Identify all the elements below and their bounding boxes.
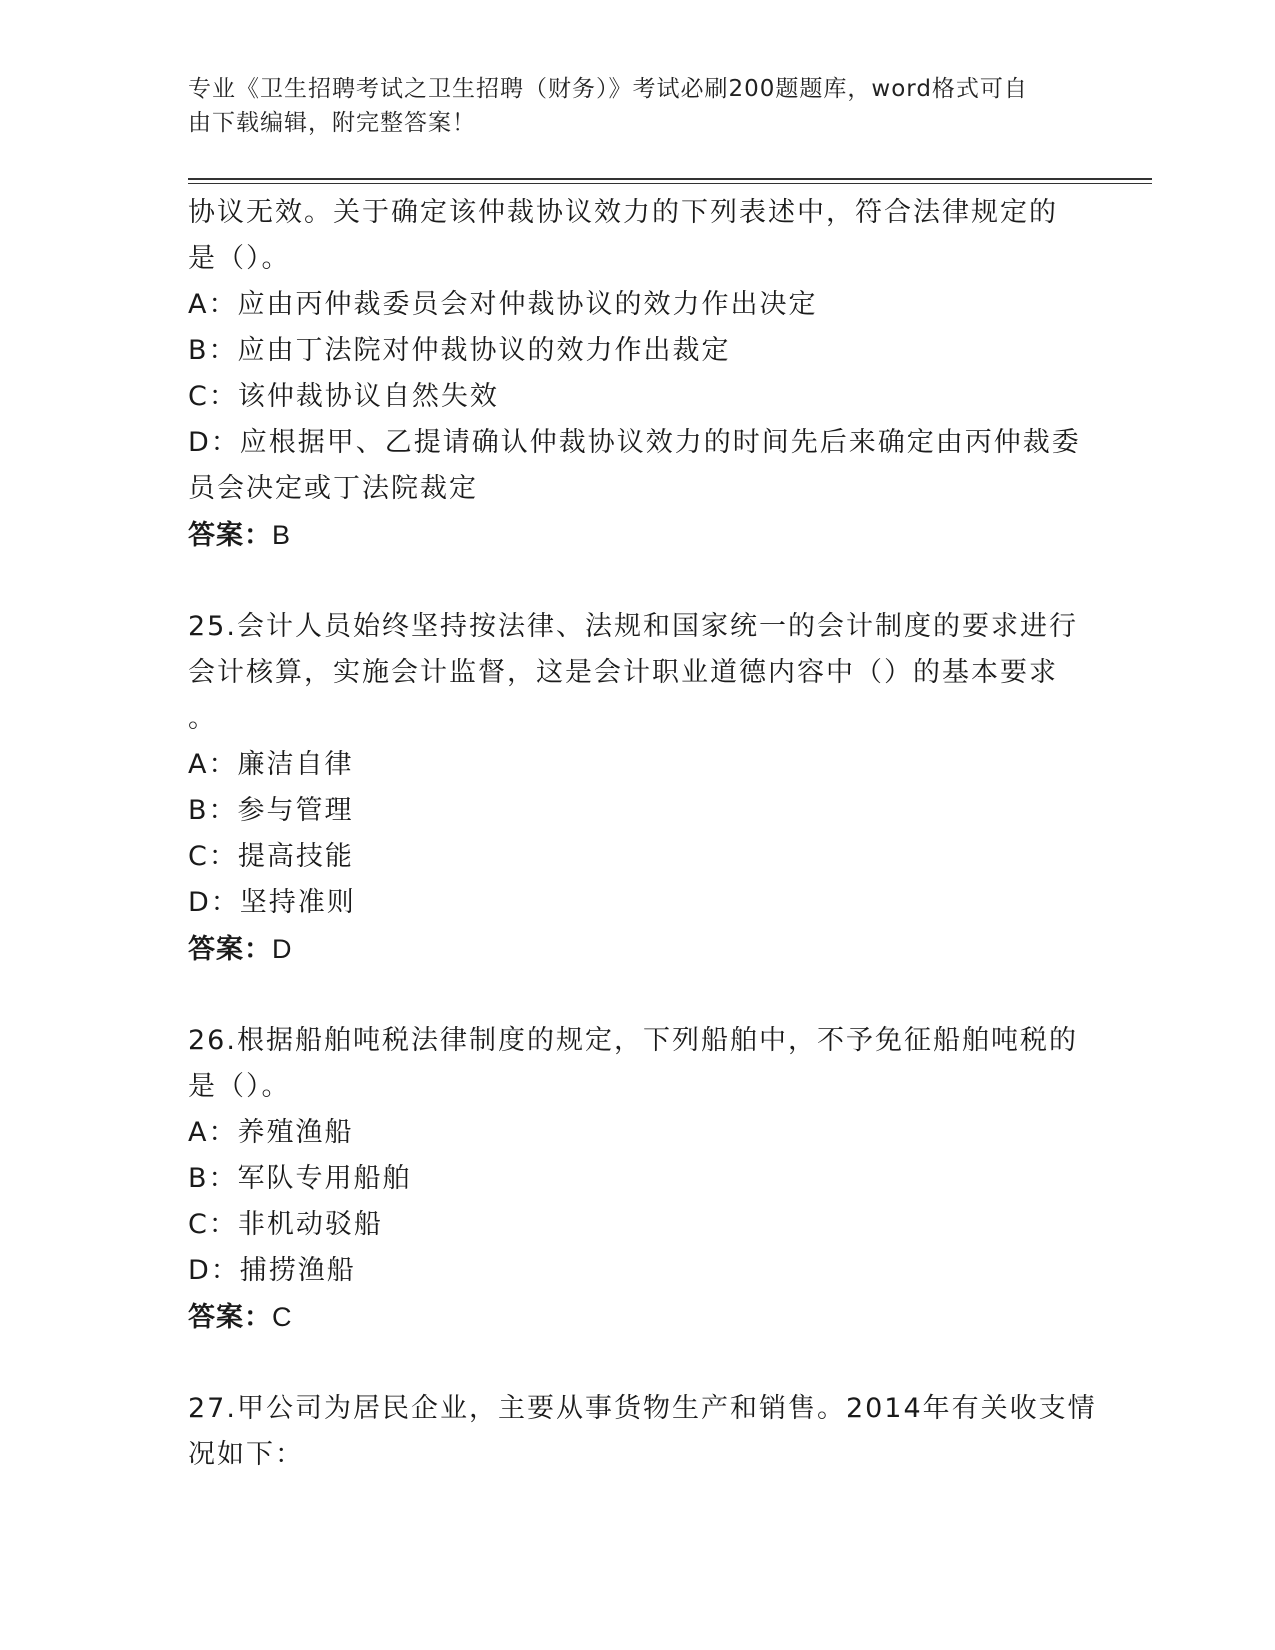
spacer — [188, 972, 1088, 1018]
option-d: D：坚持准则 — [188, 887, 356, 918]
spacer — [188, 558, 1088, 604]
question-stem-line: 协议无效。关于确定该仲裁协议效力的下列表述中，符合法律规定的 — [188, 197, 1058, 228]
question-stem-line: 会计核算，实施会计监督，这是会计职业道德内容中（）的基本要求 — [188, 657, 1058, 688]
header-title-line-1: 专业《卫生招聘考试之卫生招聘（财务）》考试必刷200题题库，word格式可自 — [188, 76, 1028, 102]
option-c: C：提高技能 — [188, 841, 354, 872]
header-title-line-2: 由下载编辑，附完整答案！ — [188, 110, 476, 136]
answer-value: C — [272, 1302, 293, 1332]
answer-line — [188, 512, 1088, 558]
option-a: A：养殖渔船 — [188, 1117, 354, 1148]
question-stem-line: 。 — [188, 703, 217, 734]
question-stem-line: 是（）。 — [188, 1071, 291, 1102]
option-a: A：应由丙仲裁委员会对仲裁协议的效力作出决定 — [188, 289, 818, 320]
option-b: B：军队专用船舶 — [188, 1163, 412, 1194]
answer-line — [188, 926, 1088, 972]
question-block-24 — [188, 190, 1088, 558]
option-d: D：应根据甲、乙提请确认仲裁协议效力的时间先后来确定由丙仲裁委 — [188, 427, 1081, 458]
answer-label: 答案： — [188, 520, 272, 550]
answer-value: D — [272, 934, 293, 964]
question-stem-line: 26.根据船舶吨税法律制度的规定，下列船舶中，不予免征船舶吨税的 — [188, 1025, 1078, 1056]
option-d: D：捕捞渔船 — [188, 1255, 356, 1286]
question-content — [188, 190, 1097, 1478]
option-b: B：参与管理 — [188, 795, 354, 826]
option-a: A：廉洁自律 — [188, 749, 354, 780]
answer-label: 答案： — [188, 934, 272, 964]
header-divider-thick — [188, 178, 1152, 180]
answer-label: 答案： — [188, 1302, 272, 1332]
option-c: C：该仲裁协议自然失效 — [188, 381, 499, 412]
header-divider-thin — [188, 183, 1152, 184]
question-stem-line: 是（）。 — [188, 243, 291, 274]
option-b: B：应由丁法院对仲裁协议的效力作出裁定 — [188, 335, 731, 366]
option-d-continued: 员会决定或丁法院裁定 — [188, 473, 478, 504]
document-header — [188, 72, 1068, 140]
question-block-27 — [188, 1386, 1097, 1478]
spacer — [188, 1340, 1088, 1386]
question-stem-line: 27.甲公司为居民企业，主要从事货物生产和销售。2014年有关收支情 — [188, 1393, 1097, 1424]
question-block-25 — [188, 604, 1088, 972]
question-stem-line: 25.会计人员始终坚持按法律、法规和国家统一的会计制度的要求进行 — [188, 611, 1078, 642]
answer-value: B — [272, 520, 292, 550]
option-c: C：非机动驳船 — [188, 1209, 383, 1240]
question-stem-line: 况如下： — [188, 1439, 304, 1470]
answer-line — [188, 1294, 1088, 1340]
question-block-26 — [188, 1018, 1088, 1340]
